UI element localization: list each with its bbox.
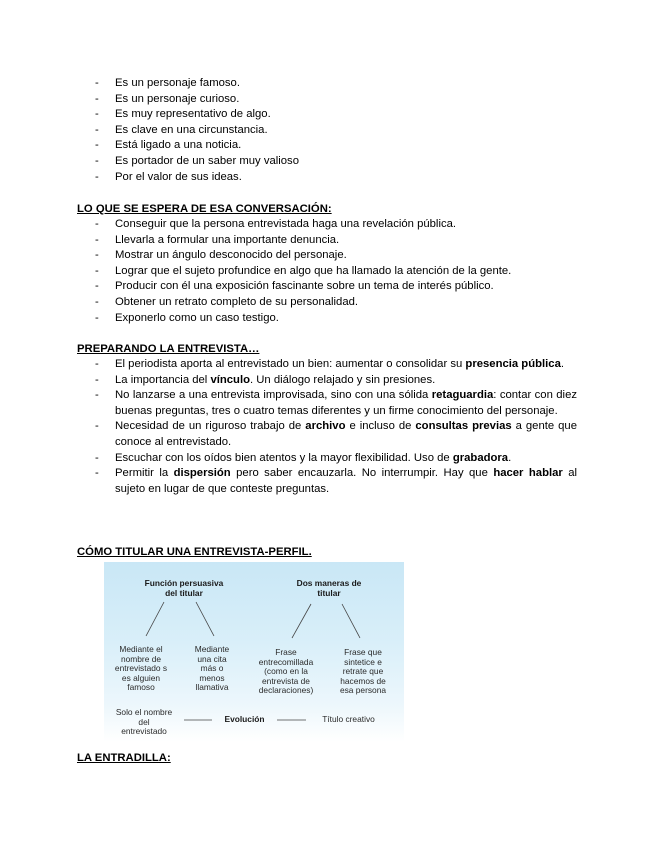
item-bold: retaguardia [431,389,494,402]
connector-line [292,604,311,638]
list-item: - Es clave en una circunstancia. [95,123,577,139]
list-item [95,419,577,450]
list-item: - Es portador de un saber muy valioso [95,154,577,170]
item-text: al sujeto en lugar de que conteste preguntas. [115,467,578,495]
item-bold: hacer hablar [493,467,563,480]
diagram-leaf-synthesis: Frase que sintetice e retrate que hacemos de esa persona [339,647,387,696]
expectations-list [95,217,577,326]
diagram-creative-title: Título creativo [322,714,375,724]
item-bold: vínculo [210,373,250,386]
item-text: Necesidad de un riguroso trabajo de [115,420,306,433]
diagram-only-name: Solo el nombre del entrevistado [115,707,173,737]
item-text: No lanzarse a una entrevista improvisada, sino con una sólida [115,389,432,402]
diagram-leaf-famous-name: Mediante el nombre de entrevistado s es alguien famoso [114,644,168,693]
list-item: - Por el valor de sus ideas. [95,170,577,186]
diagram-title-persuasive: Función persuasiva del titular [144,578,224,598]
item-text: . [508,451,512,464]
list-item: - Exponerlo como un caso testigo. [95,311,577,327]
item-text: Permitir la [115,467,174,480]
connector-line [342,604,360,638]
list-item: - Es un personaje famoso. [95,76,577,92]
list-item [95,373,577,389]
item-text: El periodista aporta al entrevistado un bien: aumentar o consolidar su [115,358,466,370]
list-item: - Obtener un retrato completo de su personalidad. [95,295,577,311]
section-heading-expectations: LO QUE SE ESPERA DE ESA CONVERSACIÓN: [77,203,332,215]
diagram-evolution: Evolución [224,714,265,724]
list-item: - Es un personaje curioso. [95,92,577,108]
diagram-leaf-quote: Mediante una cita más o menos llamativa [194,644,230,693]
connector-line [196,602,214,636]
list-item: - Mostrar un ángulo desconocido del personaje. [95,248,577,264]
item-text: . Un diálogo relajado y sin presiones. [250,373,436,386]
list-item: - Producir con él una exposición fascinante sobre un tema de interés público. [95,279,577,295]
list-item: - Conseguir que la persona entrevistada haga una revelación pública. [95,217,577,233]
section-heading-lead: LA ENTRADILLA: [77,752,171,764]
section-heading-titling: CÓMO TITULAR UNA ENTREVISTA-PERFIL. [77,546,312,558]
list-item [95,466,577,497]
item-text: . [560,358,564,370]
item-text: La importancia del [115,373,211,386]
item-text: pero saber encauzarla. No interrumpir. Hay que [230,467,494,480]
item-text: : contar con diez buenas preguntas, tres o cuatro temas diferentes y un firme conocimiento del personaje. [115,389,578,417]
list-item [95,357,577,373]
list-item [95,388,577,419]
reasons-list [95,76,577,185]
list-item: - Está ligado a una noticia. [95,138,577,154]
item-bold: presencia pública [465,358,561,370]
item-bold: grabadora [452,451,509,464]
diagram-title-two-ways: Dos maneras de titular [296,578,362,598]
preparing-list [95,357,577,497]
connector-line [146,602,164,636]
item-bold: archivo [305,420,346,433]
list-item: - Lograr que el sujeto profundice en algo que ha llamado la atención de la gente. [95,264,577,280]
item-text: a gente que conoce al entrevistado. [115,420,577,448]
list-item [95,451,577,467]
item-text: Escuchar con los oídos bien atentos y la mayor flexibilidad. Uso de [115,451,453,464]
item-bold: dispersión [173,467,231,480]
item-text: e incluso de [345,420,416,433]
section-heading-preparing: PREPARANDO LA ENTREVISTA… [77,343,260,355]
diagram-leaf-quoted-phrase: Frase entrecomillada (como en la entrevista de declaraciones) [258,647,314,696]
list-item: - Es muy representativo de algo. [95,107,577,123]
titling-diagram [104,562,404,742]
item-bold: consultas previas [415,420,512,433]
list-item: - Llevarla a formular una importante denuncia. [95,233,577,249]
